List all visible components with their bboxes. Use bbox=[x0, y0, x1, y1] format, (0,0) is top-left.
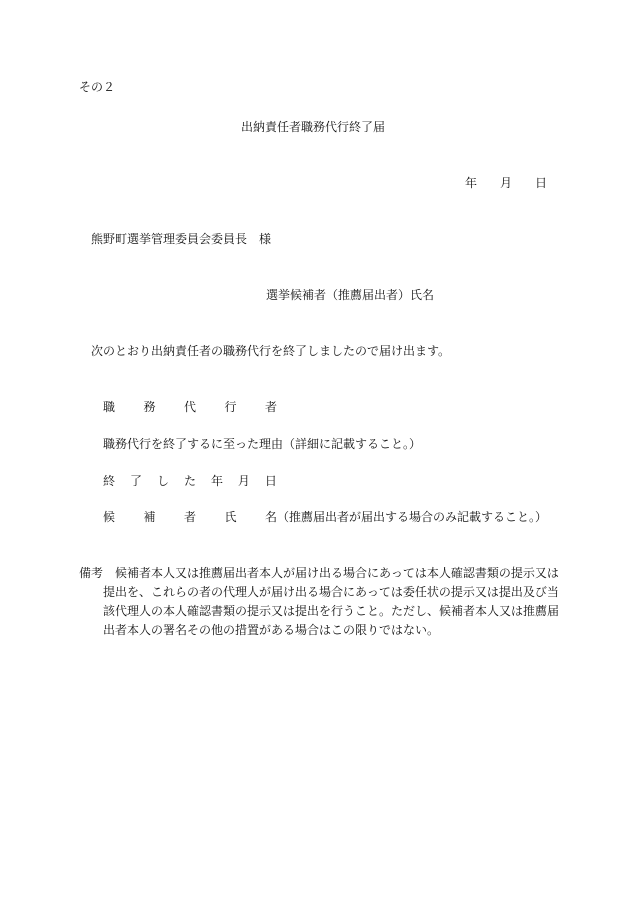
remarks-line: 出者本人の署名その他の措置がある場合はこの限りではない。 bbox=[103, 623, 440, 637]
item-agent-char: 者 bbox=[264, 400, 277, 414]
item-agent-char: 職 bbox=[103, 400, 116, 414]
date-day: 日 bbox=[535, 176, 548, 190]
item-candidate-label bbox=[103, 511, 277, 523]
statement: 次のとおり出納責任者の職務代行を終了しましたので届け出ます。 bbox=[91, 344, 451, 358]
item-end-date-char: た bbox=[183, 474, 196, 488]
item-candidate-char: 候 bbox=[103, 510, 116, 524]
remarks-line: 候補者本人又は推薦届出者本人が届け出る場合にあっては本人確認書類の提示又は bbox=[115, 566, 559, 580]
item-end-date-char: し bbox=[156, 474, 169, 488]
item-end-date-char: 了 bbox=[129, 474, 142, 488]
item-reason: 職務代行を終了するに至った理由（詳細に記載すること。） bbox=[103, 437, 422, 451]
date-month: 月 bbox=[500, 176, 513, 190]
item-end-date-char: 日 bbox=[264, 474, 277, 488]
item-candidate-char: 氏 bbox=[224, 510, 237, 524]
item-candidate-char: 名 bbox=[264, 510, 277, 524]
item-agent-char: 行 bbox=[224, 400, 237, 414]
applicant-label: 選挙候補者（推薦届出者）氏名 bbox=[266, 288, 435, 302]
remarks-label: 備考 bbox=[79, 566, 104, 580]
document-title: 出納責任者職務代行終了届 bbox=[241, 120, 386, 134]
item-agent-char: 務 bbox=[143, 400, 156, 414]
item-agent bbox=[103, 401, 277, 413]
item-candidate-char: 者 bbox=[183, 510, 196, 524]
item-end-date-char: 終 bbox=[103, 474, 116, 488]
item-end-date-char: 月 bbox=[237, 474, 250, 488]
section-label: その２ bbox=[79, 80, 116, 94]
item-end-date-char: 年 bbox=[210, 474, 223, 488]
remarks-line: 提出を、これらの者の代理人が届け出る場合にあっては委任状の提示又は提出及び当 bbox=[103, 585, 559, 599]
item-candidate-note: （推薦届出者が届出する場合のみ記載すること。） bbox=[277, 510, 548, 524]
item-candidate-char: 補 bbox=[143, 510, 156, 524]
recipient: 熊野町選挙管理委員会委員長 様 bbox=[91, 232, 272, 246]
remarks-line: 該代理人の本人確認書類の提示又は提出を行うこと。ただし、候補者本人又は推薦届 bbox=[103, 604, 560, 618]
item-end-date bbox=[103, 475, 277, 487]
date-year: 年 bbox=[465, 176, 478, 190]
item-agent-char: 代 bbox=[183, 400, 196, 414]
